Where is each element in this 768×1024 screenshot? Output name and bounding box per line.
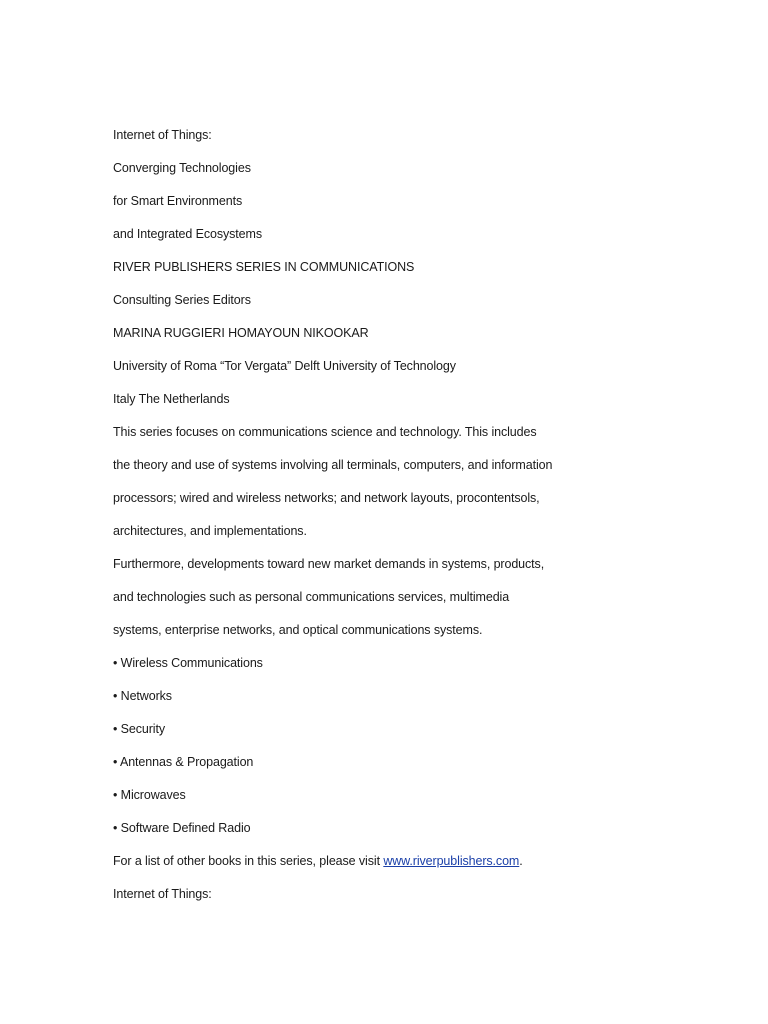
book-title-line-2: Converging Technologies bbox=[113, 161, 251, 175]
description-line: processors; wired and wireless networks; and network layouts, procontentsols, bbox=[113, 491, 540, 505]
document-page bbox=[113, 125, 733, 917]
book-title-line-3: for Smart Environments bbox=[113, 194, 243, 208]
consulting-editors-label: Consulting Series Editors bbox=[113, 293, 251, 307]
topic-item-microwaves: • Microwaves bbox=[113, 788, 186, 802]
footer-book-title: Internet of Things: bbox=[113, 887, 212, 901]
description-line: architectures, and implementations. bbox=[113, 524, 307, 538]
visit-suffix-text: . bbox=[519, 854, 523, 868]
description-line: This series focuses on communications science and technology. This includes bbox=[113, 425, 537, 439]
topic-item-software-defined-radio: • Software Defined Radio bbox=[113, 821, 251, 835]
description-line: systems, enterprise networks, and optical communications systems. bbox=[113, 623, 483, 637]
topic-item-antennas-propagation: • Antennas & Propagation bbox=[113, 755, 254, 769]
visit-prefix-text: For a list of other books in this series, please visit bbox=[113, 854, 384, 868]
description-line: and technologies such as personal communications services, multimedia bbox=[113, 590, 510, 604]
editor-universities: University of Roma “Tor Vergata” Delft University of Technology bbox=[113, 359, 456, 373]
book-title-line-4: and Integrated Ecosystems bbox=[113, 227, 262, 241]
book-title-line-1: Internet of Things: bbox=[113, 128, 212, 142]
topic-item-wireless-communications: • Wireless Communications bbox=[113, 656, 263, 670]
topic-item-security: • Security bbox=[113, 722, 166, 736]
publisher-website-link[interactable]: www.riverpublishers.com bbox=[383, 854, 520, 868]
editor-names: MARINA RUGGIERI HOMAYOUN NIKOOKAR bbox=[113, 326, 369, 340]
editor-countries: Italy The Netherlands bbox=[113, 392, 230, 406]
description-line: the theory and use of systems involving all terminals, computers, and information bbox=[113, 458, 553, 472]
visit-line bbox=[113, 851, 733, 884]
topic-item-networks: • Networks bbox=[113, 689, 172, 703]
description-line: Furthermore, developments toward new market demands in systems, products, bbox=[113, 557, 545, 571]
series-name: RIVER PUBLISHERS SERIES IN COMMUNICATIONS bbox=[113, 260, 415, 274]
